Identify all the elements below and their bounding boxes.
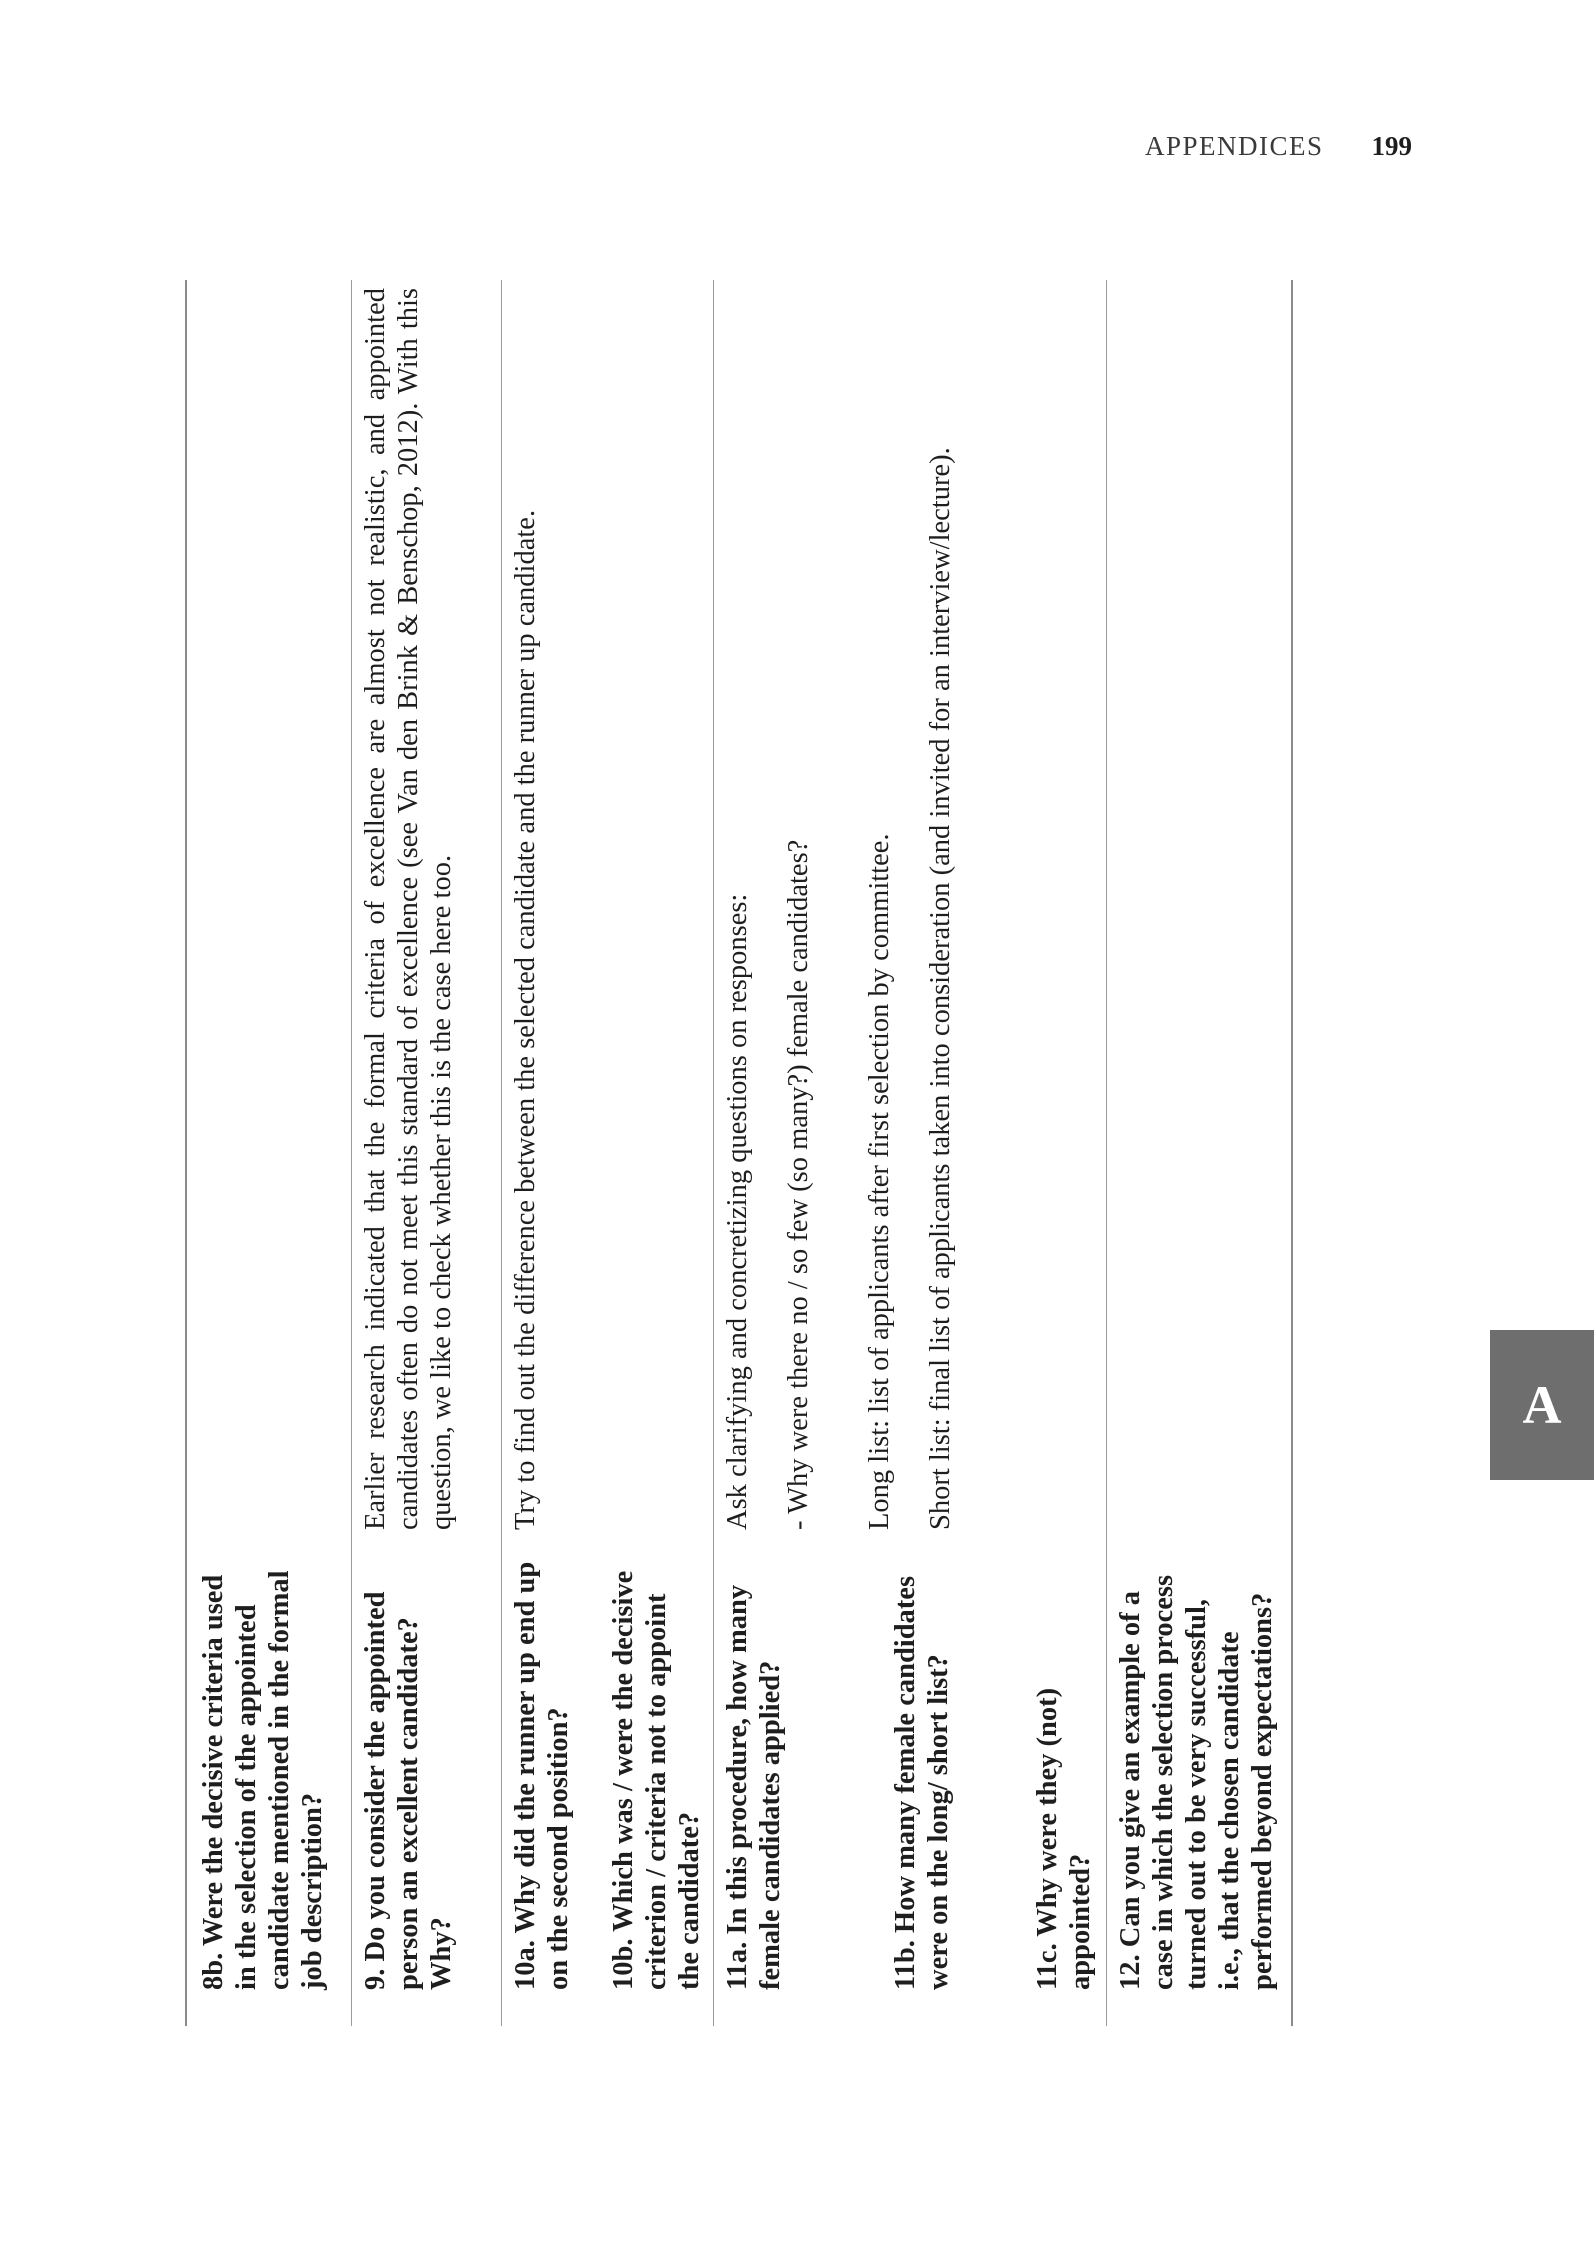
page-number: 199: [1371, 130, 1412, 161]
section-title: APPENDICES: [1144, 130, 1324, 161]
row-divider: [713, 280, 714, 2026]
question-9: 9. Do you consider the appointed person an excellent candidate? Why?: [360, 1591, 458, 1990]
row-divider: [351, 280, 352, 2026]
question-8b: 8b. Were the decisive criteria used in the selection of the appointed candidate mentioned in the formal job description?: [198, 1570, 329, 1990]
table-rule-right: [1291, 280, 1293, 2026]
question-11b: 11b. How many female candidates were on the long/ short list?: [890, 1575, 955, 1990]
table-rule-left: [185, 280, 187, 2026]
question-11c: 11c. Why were they (not) appointed?: [1032, 1687, 1097, 1990]
comment-11-short-list: Short list: final list of applicants taken into consideration (and invited for an interview/lecture).: [925, 447, 957, 1530]
thumb-tab-letter: A: [1522, 1375, 1562, 1435]
row-divider: [1106, 280, 1107, 2026]
row-divider: [501, 280, 502, 2026]
comment-10: Try to find out the difference between the selected candidate and the runner up candidate.: [510, 509, 541, 1530]
appendix-thumb-tab: [1490, 1330, 1594, 1480]
question-10a: 10a. Why did the runner up end up on the second position?: [510, 1561, 575, 1990]
question-10b: 10b. Which was / were the decisive criterion / criteria not to appoint the candidate?: [608, 1570, 706, 1990]
comment-11-intro: Ask clarifying and concretizing questions on responses:: [722, 893, 753, 1530]
question-12: 12. Can you give an example of a case in which the selection process turned out to be very successful, i.e., that the chosen candidate performed beyond expectations?: [1115, 1574, 1279, 1990]
comment-11-long-list: Long list: list of applicants after first selection by committee.: [864, 833, 896, 1530]
comment-9: Earlier research indicated that the formal criteria of excellence are almost not realistic, and appointed candidates often do not meet this standard of excellence (see Van den Brink & Benschop, 2012). With this question, we like to check whether this is the case here too.: [360, 288, 458, 1530]
comment-11: [721, 280, 957, 1530]
comment-11-why: - Why were there no / so few (so many?) female candidates?: [783, 839, 815, 1530]
interview-questions-table: [185, 280, 1293, 2026]
running-head: [1092, 128, 1412, 164]
question-11a: 11a. In this procedure, how many female candidates applied?: [722, 1584, 787, 1990]
